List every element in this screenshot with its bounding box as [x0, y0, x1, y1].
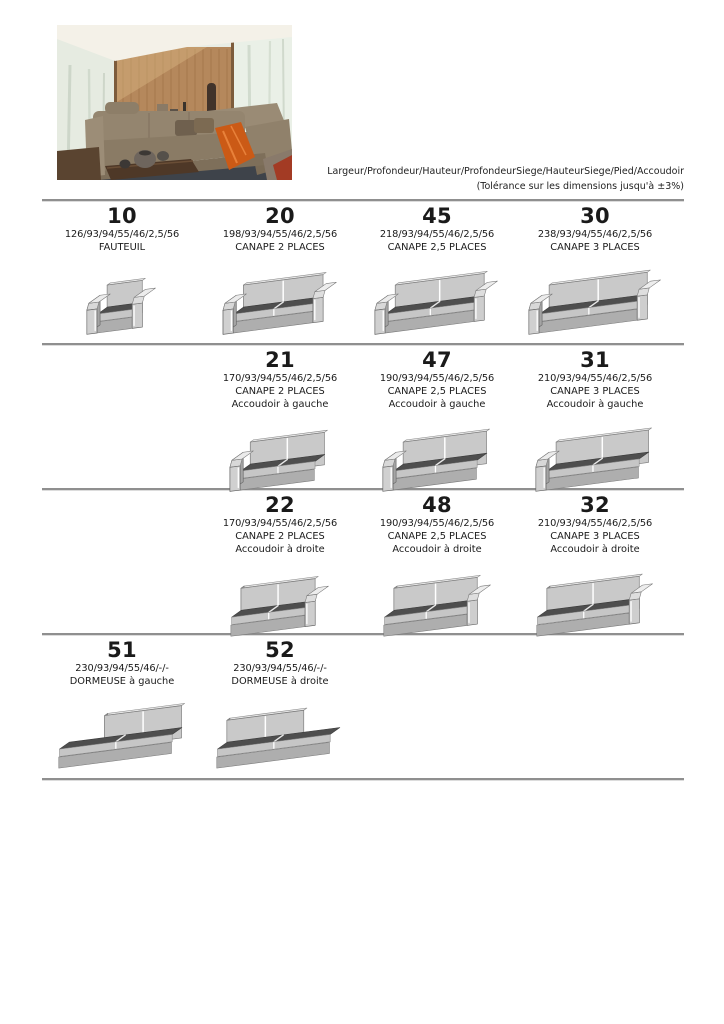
sofa-illustration [200, 263, 360, 339]
item-code: 51 [107, 638, 137, 662]
item-label: CANAPE 2 PLACES [235, 242, 325, 253]
product-item-22 [200, 491, 360, 641]
item-label: FAUTEUIL [98, 242, 146, 253]
item-label: CANAPE 2,5 PLACES [387, 242, 487, 253]
sofa-illustration [357, 263, 517, 339]
item-label: DORMEUSE à gauche [69, 676, 175, 687]
sofa-illustration [515, 420, 675, 496]
item-dimensions: 230/93/94/55/46/-/- [75, 663, 169, 674]
item-sublabel: Accoudoir à gauche [231, 399, 329, 410]
item-label: CANAPE 3 PLACES [550, 531, 640, 542]
sofa-illustration [357, 420, 517, 496]
item-dimensions: 210/93/94/55/46/2,5/56 [537, 518, 653, 529]
item-dimensions: 198/93/94/55/46/2,5/56 [222, 229, 338, 240]
item-sublabel: Accoudoir à gauche [388, 399, 486, 410]
item-code: 31 [580, 348, 610, 372]
living-room-photo [57, 25, 292, 180]
item-dimensions: 190/93/94/55/46/2,5/56 [379, 518, 495, 529]
item-dimensions: 230/93/94/55/46/-/- [233, 663, 327, 674]
item-label: CANAPE 2 PLACES [235, 531, 325, 542]
item-code: 47 [422, 348, 452, 372]
tolerance-note: (Tolérance sur les dimensions jusqu'à ±3%) [476, 180, 684, 192]
product-item-45 [357, 202, 517, 339]
product-item-48 [357, 491, 517, 641]
item-sublabel: Accoudoir à droite [550, 544, 640, 555]
item-label: CANAPE 2,5 PLACES [387, 531, 487, 542]
item-label: CANAPE 3 PLACES [550, 242, 640, 253]
item-code: 48 [422, 493, 452, 517]
product-item-51 [42, 636, 202, 773]
product-item-52 [200, 636, 360, 773]
item-code: 45 [422, 204, 452, 228]
product-item-20 [200, 202, 360, 339]
sofa-illustration [515, 565, 675, 641]
item-dimensions: 210/93/94/55/46/2,5/56 [537, 373, 653, 384]
header-note [42, 165, 684, 194]
item-code: 30 [580, 204, 610, 228]
item-label: CANAPE 3 PLACES [550, 386, 640, 397]
item-sublabel: Accoudoir à droite [235, 544, 325, 555]
item-dimensions: 238/93/94/55/46/2,5/56 [537, 229, 653, 240]
item-code: 20 [265, 204, 295, 228]
item-label: DORMEUSE à droite [231, 676, 329, 687]
item-dimensions: 170/93/94/55/46/2,5/56 [222, 518, 338, 529]
divider [42, 778, 684, 780]
divider [42, 199, 684, 201]
item-code: 22 [265, 493, 295, 517]
sofa-illustration [42, 697, 202, 773]
item-label: CANAPE 2 PLACES [235, 386, 325, 397]
item-code: 32 [580, 493, 610, 517]
item-dimensions: 190/93/94/55/46/2,5/56 [379, 373, 495, 384]
sofa-illustration [200, 565, 360, 641]
sofa-illustration [200, 420, 360, 496]
sofa-illustration [200, 697, 360, 773]
item-code: 52 [265, 638, 295, 662]
product-row-3 [42, 491, 684, 633]
sofa-illustration [515, 263, 675, 339]
item-code: 21 [265, 348, 295, 372]
item-dimensions: 170/93/94/55/46/2,5/56 [222, 373, 338, 384]
product-item-47 [357, 346, 517, 496]
sofa-illustration [42, 263, 202, 339]
product-item-21 [200, 346, 360, 496]
product-row-1 [42, 202, 684, 344]
item-sublabel: Accoudoir à droite [392, 544, 482, 555]
item-sublabel: Accoudoir à gauche [546, 399, 644, 410]
product-row-2 [42, 346, 684, 488]
product-item-10 [42, 202, 202, 339]
item-dimensions: 126/93/94/55/46/2,5/56 [64, 229, 180, 240]
product-item-31 [515, 346, 675, 496]
living-room-photo-art [57, 25, 292, 180]
product-item-32 [515, 491, 675, 641]
item-dimensions: 218/93/94/55/46/2,5/56 [379, 229, 495, 240]
sofa-illustration [357, 565, 517, 641]
item-label: CANAPE 2,5 PLACES [387, 386, 487, 397]
dimension-legend: Largeur/Profondeur/Hauteur/ProfondeurSiege/HauteurSiege/Pied/Accoudoir [327, 166, 684, 177]
product-row-4 [42, 636, 684, 778]
product-item-30 [515, 202, 675, 339]
item-code: 10 [107, 204, 137, 228]
